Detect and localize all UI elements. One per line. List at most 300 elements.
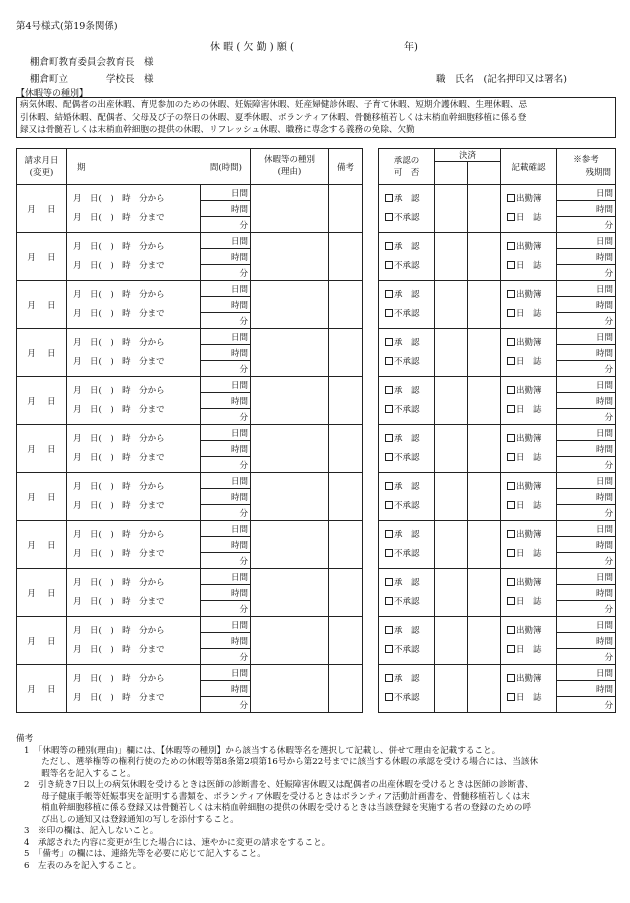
diary-label: 日 誌 <box>516 212 542 223</box>
reject-option[interactable] <box>385 641 434 660</box>
reject-option[interactable] <box>385 257 434 276</box>
attendance-book-option[interactable] <box>507 622 556 641</box>
leave-type-cell[interactable] <box>251 425 329 473</box>
approve-label: 承 認 <box>394 577 420 588</box>
remaining-hours-cell: 時間 <box>557 441 616 457</box>
record-check-cell <box>501 617 557 665</box>
duration-hours-cell[interactable]: 時間 <box>201 441 251 457</box>
remaining-minutes-cell: 分 <box>557 601 616 617</box>
approve-option[interactable] <box>385 382 434 401</box>
attendance-book-checkbox[interactable] <box>507 626 515 634</box>
decision-cell-1[interactable] <box>435 617 468 665</box>
approve-checkbox[interactable] <box>385 626 393 634</box>
duration-minutes-cell[interactable]: 分 <box>201 553 251 569</box>
reject-checkbox[interactable] <box>385 453 393 461</box>
remaining-hours-cell: 時間 <box>557 249 616 265</box>
approve-option[interactable] <box>385 334 434 353</box>
remarks-cell[interactable] <box>329 569 363 617</box>
approval-cell <box>379 233 435 281</box>
period-to: 月 日( ) 時 分まで <box>73 548 165 559</box>
diary-option[interactable] <box>507 353 556 372</box>
decision-cell-2[interactable] <box>468 665 501 713</box>
reject-option[interactable] <box>385 209 434 228</box>
leave-type-cell[interactable] <box>251 569 329 617</box>
attendance-book-checkbox[interactable] <box>507 674 515 682</box>
reject-checkbox[interactable] <box>385 405 393 413</box>
reject-checkbox[interactable] <box>385 261 393 269</box>
reject-label: 不承認 <box>394 644 420 655</box>
leave-type-cell[interactable] <box>251 617 329 665</box>
attendance-book-option[interactable] <box>507 238 556 257</box>
remaining-minutes-cell: 分 <box>557 217 616 233</box>
request-date-cell[interactable]: 月 日 <box>17 521 67 569</box>
reject-label: 不承認 <box>394 260 420 271</box>
reject-label: 不承認 <box>394 548 420 559</box>
request-date-cell[interactable]: 月 日 <box>17 665 67 713</box>
approve-checkbox[interactable] <box>385 674 393 682</box>
attendance-book-label: 出勤簿 <box>516 577 542 588</box>
notes-section <box>16 734 538 872</box>
diary-option[interactable] <box>507 305 556 324</box>
request-row <box>17 233 363 249</box>
period-to: 月 日( ) 時 分まで <box>73 356 165 367</box>
diary-option[interactable] <box>507 449 556 468</box>
approve-label: 承 認 <box>394 673 420 684</box>
approve-label: 承 認 <box>394 385 420 396</box>
duration-hours-cell[interactable]: 時間 <box>201 633 251 649</box>
period-from: 月 日( ) 時 分から <box>73 193 165 204</box>
period-from: 月 日( ) 時 分から <box>73 481 165 492</box>
decision-cell-1[interactable] <box>435 281 468 329</box>
diary-option[interactable] <box>507 641 556 660</box>
approve-checkbox[interactable] <box>385 338 393 346</box>
decision-cell-1[interactable] <box>435 425 468 473</box>
approve-label: 承 認 <box>394 481 420 492</box>
remaining-minutes-cell: 分 <box>557 313 616 329</box>
remaining-days-cell: 日間 <box>557 473 616 489</box>
approve-option[interactable] <box>385 286 434 305</box>
record-check-cell <box>501 377 557 425</box>
reject-label: 不承認 <box>394 596 420 607</box>
duration-minutes-cell[interactable]: 分 <box>201 697 251 713</box>
diary-label: 日 誌 <box>516 500 542 511</box>
approval-cell <box>379 569 435 617</box>
remaining-days-cell: 日間 <box>557 569 616 585</box>
duration-days-cell[interactable]: 日間 <box>201 377 251 393</box>
page-title: 休 暇 ( 欠 勤 ) 願 ( <box>210 42 294 53</box>
duration-hours-cell[interactable]: 時間 <box>201 201 251 217</box>
attendance-book-option[interactable] <box>507 574 556 593</box>
duration-hours-cell[interactable]: 時間 <box>201 537 251 553</box>
attendance-book-checkbox[interactable] <box>507 530 515 538</box>
diary-checkbox[interactable] <box>507 309 515 317</box>
request-date-cell[interactable]: 月 日 <box>17 569 67 617</box>
remaining-minutes-cell: 分 <box>557 649 616 665</box>
duration-hours-cell[interactable]: 時間 <box>201 393 251 409</box>
col-header-approval: 承認の 可 否 <box>379 149 435 185</box>
diary-option[interactable] <box>507 209 556 228</box>
decision-signoff-1[interactable] <box>435 162 468 185</box>
duration-hours-cell[interactable]: 時間 <box>201 489 251 505</box>
period-from: 月 日( ) 時 分から <box>73 577 165 588</box>
period-from: 月 日( ) 時 分から <box>73 241 165 252</box>
duration-days-cell[interactable]: 日間 <box>201 521 251 537</box>
request-date-cell[interactable]: 月 日 <box>17 425 67 473</box>
diary-checkbox[interactable] <box>507 597 515 605</box>
approve-option[interactable] <box>385 238 434 257</box>
record-check-cell <box>501 185 557 233</box>
approval-cell <box>379 665 435 713</box>
reject-checkbox[interactable] <box>385 501 393 509</box>
approve-label: 承 認 <box>394 625 420 636</box>
period-cell[interactable] <box>67 617 201 665</box>
approve-option[interactable] <box>385 574 434 593</box>
note-line: ただし、選挙権等の権利行使のための休暇等第8条第2項第16号から第22号までに該当する休暇の承認を受ける場合には、当該休 <box>24 757 539 767</box>
leave-types-line: 病気休暇、配偶者の出産休暇、育児参加のための休暇、妊娠障害休暇、妊産婦健診休暇、子育て休暇、短期介護休暇、生理休暇、忌 <box>20 100 528 110</box>
remaining-minutes-cell: 分 <box>557 553 616 569</box>
request-row <box>17 281 363 297</box>
remarks-cell[interactable] <box>329 281 363 329</box>
attendance-book-option[interactable] <box>507 430 556 449</box>
duration-minutes-cell[interactable]: 分 <box>201 313 251 329</box>
attendance-book-option[interactable] <box>507 382 556 401</box>
reject-checkbox[interactable] <box>385 309 393 317</box>
note-line: 1 「休暇等の種別(理由)」欄には、【休暇等の種別】から該当する休暇等名を選択して記載し、併せて理由を記載すること。 <box>24 745 501 756</box>
col-header-reference <box>557 149 616 185</box>
col-header-ref-label: ※参考 <box>573 154 599 165</box>
duration-hours-cell[interactable]: 時間 <box>201 585 251 601</box>
reject-checkbox[interactable] <box>385 549 393 557</box>
remaining-hours-cell: 時間 <box>557 201 616 217</box>
request-date-cell[interactable]: 月 日 <box>17 281 67 329</box>
leave-type-cell[interactable] <box>251 233 329 281</box>
decision-cell-2[interactable] <box>468 473 501 521</box>
request-date-cell[interactable]: 月 日 <box>17 617 67 665</box>
approve-label: 承 認 <box>394 529 420 540</box>
remaining-hours-cell: 時間 <box>557 537 616 553</box>
remaining-days-cell: 日間 <box>557 281 616 297</box>
diary-checkbox[interactable] <box>507 453 515 461</box>
approve-checkbox[interactable] <box>385 530 393 538</box>
request-date-cell[interactable]: 月 日 <box>17 185 67 233</box>
duration-days-cell[interactable]: 日間 <box>201 281 251 297</box>
leave-type-cell[interactable] <box>251 521 329 569</box>
approval-row <box>379 665 616 681</box>
remarks-cell[interactable] <box>329 665 363 713</box>
diary-checkbox[interactable] <box>507 549 515 557</box>
col-header-date: 請求月日 (変更) <box>17 149 67 185</box>
reject-option[interactable] <box>385 305 434 324</box>
duration-days-cell[interactable]: 日間 <box>201 185 251 201</box>
approval-row <box>379 281 616 297</box>
diary-checkbox[interactable] <box>507 405 515 413</box>
record-check-cell <box>501 425 557 473</box>
decision-cell-2[interactable] <box>468 425 501 473</box>
period-to: 月 日( ) 時 分まで <box>73 692 165 703</box>
decision-cell-2[interactable] <box>468 569 501 617</box>
decision-cell-1[interactable] <box>435 377 468 425</box>
approve-checkbox[interactable] <box>385 290 393 298</box>
attendance-book-checkbox[interactable] <box>507 578 515 586</box>
note-line: 梢血幹細胞移植に係る登録又は骨髄若しくは末梢血幹細胞の提供の休暇を受けるときは当該登録を実施する者の登録のための呼 <box>24 803 532 813</box>
period-cell[interactable] <box>67 425 201 473</box>
period-cell[interactable] <box>67 665 201 713</box>
remarks-cell[interactable] <box>329 473 363 521</box>
period-to: 月 日( ) 時 分まで <box>73 260 165 271</box>
diary-label: 日 誌 <box>516 260 542 271</box>
attendance-book-option[interactable] <box>507 478 556 497</box>
period-cell[interactable] <box>67 281 201 329</box>
diary-checkbox[interactable] <box>507 501 515 509</box>
record-check-cell <box>501 521 557 569</box>
note-line: び出しの通知又は登録通知の写しを添付すること。 <box>24 814 239 825</box>
note-line: 4 承認された内容に変更が生じた場合には、速やかに変更の請求をすること。 <box>24 837 331 848</box>
remaining-minutes-cell: 分 <box>557 505 616 521</box>
attendance-book-label: 出勤簿 <box>516 241 542 252</box>
decision-cell-1[interactable] <box>435 569 468 617</box>
approval-cell <box>379 473 435 521</box>
request-row <box>17 425 363 441</box>
approval-cell <box>379 617 435 665</box>
attendance-book-checkbox[interactable] <box>507 434 515 442</box>
reject-checkbox[interactable] <box>385 357 393 365</box>
duration-hours-cell[interactable]: 時間 <box>201 297 251 313</box>
remarks-cell[interactable] <box>329 233 363 281</box>
approval-cell <box>379 425 435 473</box>
attendance-book-checkbox[interactable] <box>507 194 515 202</box>
period-cell[interactable] <box>67 473 201 521</box>
diary-checkbox[interactable] <box>507 213 515 221</box>
reject-checkbox[interactable] <box>385 693 393 701</box>
approve-checkbox[interactable] <box>385 386 393 394</box>
approve-option[interactable] <box>385 526 434 545</box>
leave-type-cell[interactable] <box>251 329 329 377</box>
remaining-days-cell: 日間 <box>557 233 616 249</box>
diary-option[interactable] <box>507 545 556 564</box>
decision-cell-1[interactable] <box>435 473 468 521</box>
period-from: 月 日( ) 時 分から <box>73 529 165 540</box>
diary-checkbox[interactable] <box>507 693 515 701</box>
reject-option[interactable] <box>385 593 434 612</box>
attendance-book-option[interactable] <box>507 286 556 305</box>
period-cell[interactable] <box>67 185 201 233</box>
duration-minutes-cell[interactable]: 分 <box>201 601 251 617</box>
decision-cell-2[interactable] <box>468 329 501 377</box>
period-cell[interactable] <box>67 233 201 281</box>
period-to: 月 日( ) 時 分まで <box>73 212 165 223</box>
year-label: 年) <box>404 42 418 53</box>
remaining-minutes-cell: 分 <box>557 409 616 425</box>
remaining-days-cell: 日間 <box>557 617 616 633</box>
approve-option[interactable] <box>385 478 434 497</box>
request-date-cell[interactable]: 月 日 <box>17 233 67 281</box>
diary-label: 日 誌 <box>516 596 542 607</box>
diary-option[interactable] <box>507 497 556 516</box>
reject-option[interactable] <box>385 497 434 516</box>
period-cell[interactable] <box>67 329 201 377</box>
notes-heading: 備考 <box>16 734 34 744</box>
period-from: 月 日( ) 時 分から <box>73 625 165 636</box>
diary-label: 日 誌 <box>516 308 542 319</box>
remarks-cell[interactable] <box>329 521 363 569</box>
approval-row <box>379 329 616 345</box>
request-date-cell[interactable]: 月 日 <box>17 473 67 521</box>
remaining-hours-cell: 時間 <box>557 681 616 697</box>
attendance-book-option[interactable] <box>507 190 556 209</box>
request-date-cell[interactable]: 月 日 <box>17 377 67 425</box>
remaining-days-cell: 日間 <box>557 665 616 681</box>
reject-label: 不承認 <box>394 308 420 319</box>
addressee-principal: 棚倉町立 学校長 様 <box>30 74 154 85</box>
reject-label: 不承認 <box>394 212 420 223</box>
approve-checkbox[interactable] <box>385 482 393 490</box>
request-row <box>17 185 363 201</box>
leave-type-cell[interactable] <box>251 281 329 329</box>
duration-days-cell[interactable]: 日間 <box>201 233 251 249</box>
duration-days-cell[interactable]: 日間 <box>201 569 251 585</box>
approve-checkbox[interactable] <box>385 194 393 202</box>
leave-type-cell[interactable] <box>251 665 329 713</box>
attendance-book-option[interactable] <box>507 334 556 353</box>
remaining-hours-cell: 時間 <box>557 585 616 601</box>
duration-days-cell[interactable]: 日間 <box>201 617 251 633</box>
period-cell[interactable] <box>67 521 201 569</box>
request-date-cell[interactable]: 月 日 <box>17 329 67 377</box>
decision-cell-2[interactable] <box>468 281 501 329</box>
remarks-cell[interactable] <box>329 329 363 377</box>
addressee-superintendent: 棚倉町教育委員会教育長 様 <box>30 57 154 68</box>
diary-checkbox[interactable] <box>507 357 515 365</box>
diary-label: 日 誌 <box>516 692 542 703</box>
duration-minutes-cell[interactable]: 分 <box>201 265 251 281</box>
decision-cell-2[interactable] <box>468 377 501 425</box>
approval-row <box>379 377 616 393</box>
duration-days-cell[interactable]: 日間 <box>201 665 251 681</box>
approve-label: 承 認 <box>394 289 420 300</box>
diary-option[interactable] <box>507 257 556 276</box>
leave-request-table <box>16 148 363 713</box>
attendance-book-checkbox[interactable] <box>507 386 515 394</box>
approve-option[interactable] <box>385 622 434 641</box>
note-line: 6 左表のみを記入すること。 <box>24 860 142 871</box>
duration-days-cell[interactable]: 日間 <box>201 473 251 489</box>
decision-cell-1[interactable] <box>435 185 468 233</box>
reject-option[interactable] <box>385 401 434 420</box>
note-line: 母子健康手帳等妊娠事実を証明する書類を、ボランティア休暇を受けるときはボランティア活動計画書を、骨髄移植若しくは末 <box>24 791 530 802</box>
remaining-hours-cell: 時間 <box>557 345 616 361</box>
leave-type-cell[interactable] <box>251 185 329 233</box>
approval-cell <box>379 329 435 377</box>
approval-row <box>379 425 616 441</box>
diary-checkbox[interactable] <box>507 261 515 269</box>
diary-option[interactable] <box>507 689 556 708</box>
approve-checkbox[interactable] <box>385 578 393 586</box>
diary-option[interactable] <box>507 593 556 612</box>
note-line: 2 引き続き7日以上の病気休暇を受けるときは医師の診断書を、妊娠障害休暇又は配偶者の出産休暇を受けるときは医師の診断書、 <box>24 780 534 790</box>
record-check-cell <box>501 281 557 329</box>
request-row <box>17 377 363 393</box>
reject-checkbox[interactable] <box>385 597 393 605</box>
leave-type-cell[interactable] <box>251 377 329 425</box>
decision-cell-1[interactable] <box>435 521 468 569</box>
remaining-days-cell: 日間 <box>557 521 616 537</box>
decision-cell-1[interactable] <box>435 329 468 377</box>
duration-hours-cell[interactable]: 時間 <box>201 249 251 265</box>
remaining-days-cell: 日間 <box>557 425 616 441</box>
approve-option[interactable] <box>385 190 434 209</box>
applicant-name-field[interactable]: 職 氏名 (記名押印又は署名) <box>436 74 567 85</box>
duration-days-cell[interactable]: 日間 <box>201 425 251 441</box>
duration-hours-cell[interactable]: 時間 <box>201 681 251 697</box>
decision-cell-2[interactable] <box>468 185 501 233</box>
approval-row <box>379 521 616 537</box>
remaining-days-cell: 日間 <box>557 377 616 393</box>
reject-checkbox[interactable] <box>385 645 393 653</box>
approval-cell <box>379 281 435 329</box>
remaining-hours-cell: 時間 <box>557 489 616 505</box>
decision-cell-1[interactable] <box>435 665 468 713</box>
period-cell[interactable] <box>67 569 201 617</box>
request-row <box>17 329 363 345</box>
attendance-book-checkbox[interactable] <box>507 242 515 250</box>
attendance-book-option[interactable] <box>507 526 556 545</box>
remarks-cell[interactable] <box>329 425 363 473</box>
attendance-book-checkbox[interactable] <box>507 338 515 346</box>
duration-days-cell[interactable]: 日間 <box>201 329 251 345</box>
remarks-cell[interactable] <box>329 185 363 233</box>
approval-cell <box>379 377 435 425</box>
duration-hours-cell[interactable]: 時間 <box>201 345 251 361</box>
reject-option[interactable] <box>385 545 434 564</box>
reject-option[interactable] <box>385 449 434 468</box>
duration-minutes-cell[interactable]: 分 <box>201 457 251 473</box>
decision-cell-2[interactable] <box>468 617 501 665</box>
approval-row <box>379 185 616 201</box>
decision-cell-2[interactable] <box>468 233 501 281</box>
attendance-book-option[interactable] <box>507 670 556 689</box>
period-from: 月 日( ) 時 分から <box>73 433 165 444</box>
duration-minutes-cell[interactable]: 分 <box>201 409 251 425</box>
remarks-cell[interactable] <box>329 617 363 665</box>
duration-minutes-cell[interactable]: 分 <box>201 649 251 665</box>
leave-types-line: 録又は骨髄若しくは末梢血幹細胞の提供の休暇、リフレッシュ休暇、職務に専念する義務の免除、欠勤 <box>20 125 415 135</box>
reject-checkbox[interactable] <box>385 213 393 221</box>
col-header-record: 記載確認 <box>501 149 557 185</box>
period-cell[interactable] <box>67 377 201 425</box>
approve-option[interactable] <box>385 670 434 689</box>
duration-minutes-cell[interactable]: 分 <box>201 361 251 377</box>
decision-cell-1[interactable] <box>435 233 468 281</box>
remarks-cell[interactable] <box>329 377 363 425</box>
diary-option[interactable] <box>507 401 556 420</box>
approval-row <box>379 473 616 489</box>
duration-minutes-cell[interactable]: 分 <box>201 217 251 233</box>
record-check-cell <box>501 665 557 713</box>
approve-option[interactable] <box>385 430 434 449</box>
remaining-days-cell: 日間 <box>557 185 616 201</box>
approve-checkbox[interactable] <box>385 242 393 250</box>
approve-checkbox[interactable] <box>385 434 393 442</box>
diary-checkbox[interactable] <box>507 645 515 653</box>
attendance-book-checkbox[interactable] <box>507 290 515 298</box>
decision-cell-2[interactable] <box>468 521 501 569</box>
reject-option[interactable] <box>385 689 434 708</box>
duration-minutes-cell[interactable]: 分 <box>201 505 251 521</box>
leave-type-cell[interactable] <box>251 473 329 521</box>
attendance-book-checkbox[interactable] <box>507 482 515 490</box>
reject-option[interactable] <box>385 353 434 372</box>
decision-signoff-2[interactable] <box>468 162 501 185</box>
